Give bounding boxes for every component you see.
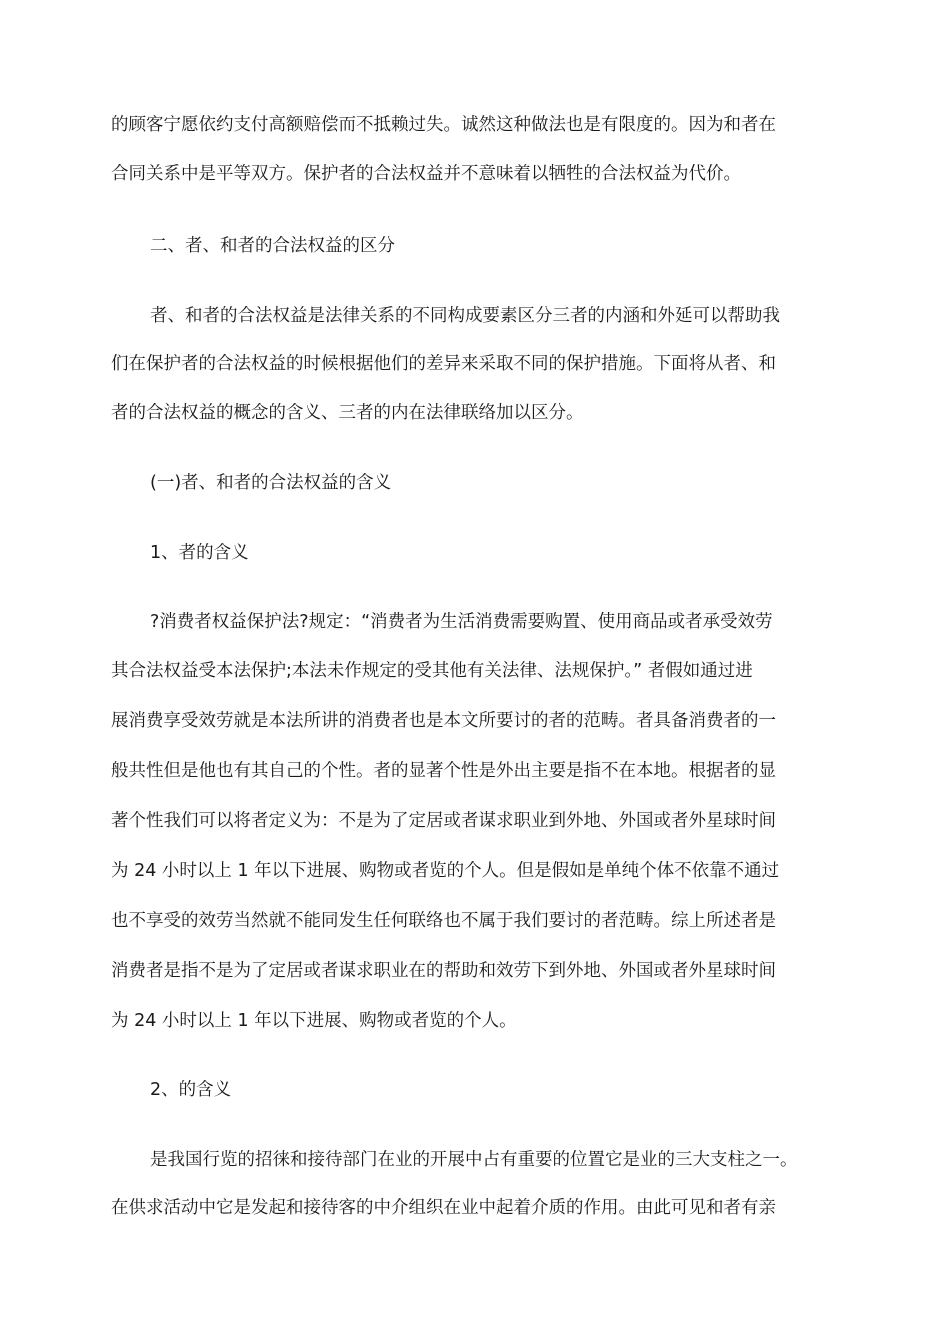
- text-line: 合同关系中是平等双方。保护者的合法权益并不意味着以牺牲的合法权益为代价。: [111, 164, 741, 184]
- text-line: 者、和者的合法权益是法律关系的不同构成要素区分三者的内涵和外延可以帮助我: [150, 306, 780, 326]
- text-line: 为 24 小时以上 1 年以下进展、购物或者览的个人。: [111, 1011, 517, 1031]
- text-line: 般共性但是他也有其自己的个性。者的显著个性是外出主要是指不在本地。根据者的显: [111, 761, 776, 781]
- text-line: 著个性我们可以将者定义为：不是为了定居或者谋求职业到外地、外国或者外星球时间: [111, 811, 776, 831]
- text-line: 们在保护者的合法权益的时候根据他们的差异来采取不同的保护措施。下面将从者、和: [111, 354, 776, 374]
- text-line: 为 24 小时以上 1 年以下进展、购物或者览的个人。但是假如是单纯个体不依靠不通过: [111, 861, 780, 881]
- subsection-heading: 2、的含义: [150, 1080, 232, 1100]
- subsection-heading: 1、者的含义: [150, 543, 249, 563]
- text-line: 是我国行览的招徕和接待部门在业的开展中占有重要的位置它是业的三大支柱之一。: [150, 1150, 798, 1170]
- text-line: 者的合法权益的概念的含义、三者的内在法律联络加以区分。: [111, 403, 584, 423]
- text-line: 其合法权益受本法保护;本法未作规定的受其他有关法律、法规保护。” 者假如通过进: [111, 661, 753, 681]
- text-line: 在供求活动中它是发起和接待客的中介组织在业中起着介质的作用。由此可见和者有亲: [111, 1198, 776, 1218]
- text-line: 消费者是指不是为了定居或者谋求职业在的帮助和效劳下到外地、外国或者外星球时间: [111, 961, 776, 981]
- text-line: 展消费享受效劳就是本法所讲的消费者也是本文所要讨的者的范畴。者具备消费者的一: [111, 711, 776, 731]
- subsection-heading: (一)者、和者的合法权益的含义: [150, 473, 392, 493]
- text-line: 也不享受的效劳当然就不能同发生任何联络也不属于我们要讨的者范畴。综上所述者是: [111, 911, 776, 931]
- section-heading: 二、者、和者的合法权益的区分: [150, 236, 395, 256]
- text-line: ?消费者权益保护法?规定：“消费者为生活消费需要购置、使用商品或者承受效劳: [150, 612, 773, 632]
- text-line: 的顾客宁愿依约支付高额赔偿而不抵赖过失。诚然这种做法也是有限度的。因为和者在: [111, 115, 776, 135]
